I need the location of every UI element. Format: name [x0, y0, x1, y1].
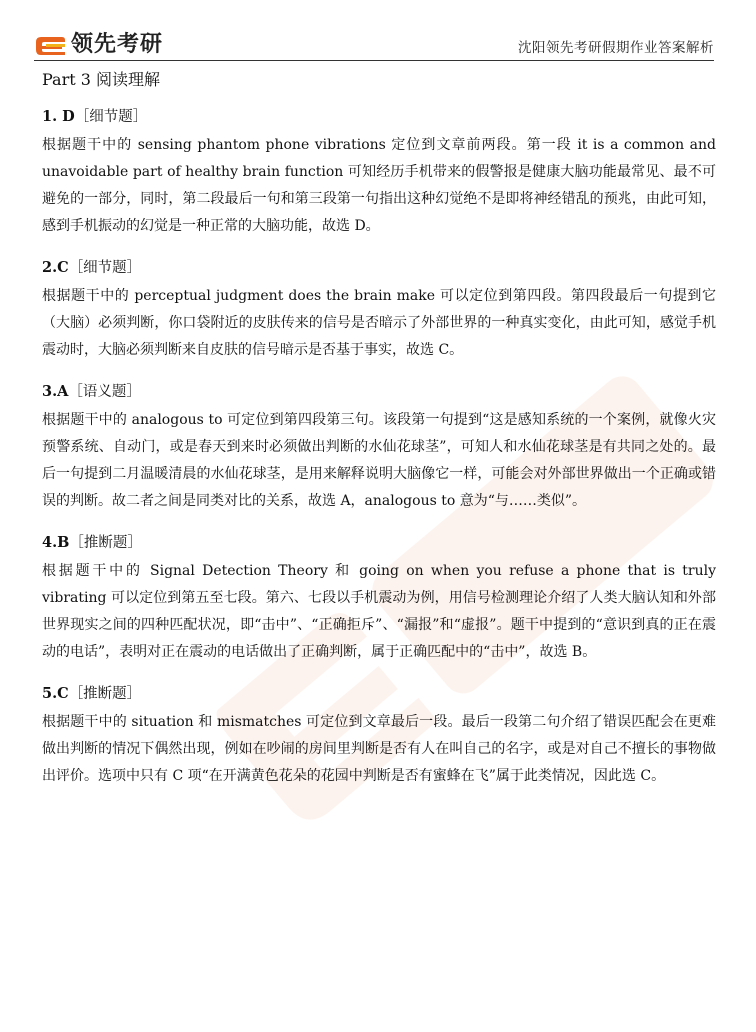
question-heading — [42, 106, 716, 128]
question-block — [42, 532, 716, 666]
question-answer-label: 3.A — [42, 383, 69, 400]
header-subtitle: 沈阳领先考研假期作业答案解析 — [518, 40, 714, 56]
answer-content — [42, 68, 716, 807]
question-block — [42, 381, 716, 515]
question-explanation: 根据题干中的 Signal Detection Theory 和 going on when you refuse a phone that is truly vibrating 可以定位到第五至七段。第六、七段以手机震动为例，用信号检测理论介绍了人类大脑认知和外部世界现实之间的四种匹配状况，即“击中”、“正确拒斥”、“漏报”和“虚报”。题干中提到的“意识到真的正在震动的电话”，表明对正在震动的电话做出了正确判断，属于正确匹配中的“击中”，故选 B。 — [42, 563, 716, 660]
question-answer-label: 5.C — [42, 685, 69, 702]
logo-mark-icon — [34, 33, 68, 57]
question-type-label: ［语义题］ — [68, 384, 141, 400]
question-block — [42, 683, 716, 790]
part-title: Part 3 阅读理解 — [42, 70, 161, 89]
question-answer-label: 2.C — [42, 259, 69, 276]
question-type-label: ［细节题］ — [74, 109, 148, 125]
question-answer-label: 4.B — [42, 534, 70, 551]
logo-text: 领先考研 — [71, 32, 164, 57]
brand-logo — [34, 32, 163, 58]
question-heading — [42, 532, 716, 554]
question-type-label: ［细节题］ — [68, 260, 142, 276]
question-type-label: ［推断题］ — [69, 535, 142, 551]
question-explanation: 根据题干中的 situation 和 mismatches 可定位到文章最后一段。最后一段第二句介绍了错误匹配会在更难做出判断的情况下偶然出现，例如在吵闹的房间里判断是否有人在叫自己的名字，或是对自己不擅长的事物做出评价。选项中只有 C 项“在开满黄色花朵的花园中判断是否有蜜蜂在飞”属于此类情况，因此选 C。 — [42, 714, 716, 784]
question-explanation: 根据题干中的 analogous to 可定位到第四段第三句。该段第一句提到“这是感知系统的一个案例，就像火灾预警系统、自动门，或是春天到来时必须做出判断的水仙花球茎”，可知人和水仙花球茎是有共同之处的。最后一句提到二月温暖清晨的水仙花球茎，是用来解释说明大脑像它一样，可能会对外部世界做出一个正确或错误的判断。故二者之间是同类对比的关系，故选 A，analogous to 意为“与……类似”。 — [42, 412, 716, 509]
question-block — [42, 106, 716, 240]
question-explanation: 根据题干中的 perceptual judgment does the brain make 可以定位到第四段。第四段最后一句提到它（大脑）必须判断，你口袋附近的皮肤传来的信号是否暗示了外部世界的一种真实变化，由此可知，感觉手机震动时，大脑必须判断来自皮肤的信号暗示是否基于事实，故选 C。 — [42, 288, 716, 358]
question-heading — [42, 683, 716, 705]
question-answer-label: 1. D — [42, 108, 75, 125]
question-heading — [42, 381, 716, 403]
question-type-label: ［推断题］ — [68, 686, 142, 702]
question-heading — [42, 257, 716, 279]
question-explanation: 根据题干中的 sensing phantom phone vibrations 定位到文章前两段。第一段 it is a common and unavoidable part of healthy brain function 可知经历手机带来的假警报是健康大脑功能最常见、最不可避免的一部分，同时，第二段最后一句和第三段第一句指出这种幻觉绝不是即将神经错乱的预兆，由此可知，感到手机振动的幻觉是一种正常的大脑功能，故选 D。 — [42, 137, 716, 234]
page-header — [34, 30, 714, 61]
question-block — [42, 257, 716, 364]
